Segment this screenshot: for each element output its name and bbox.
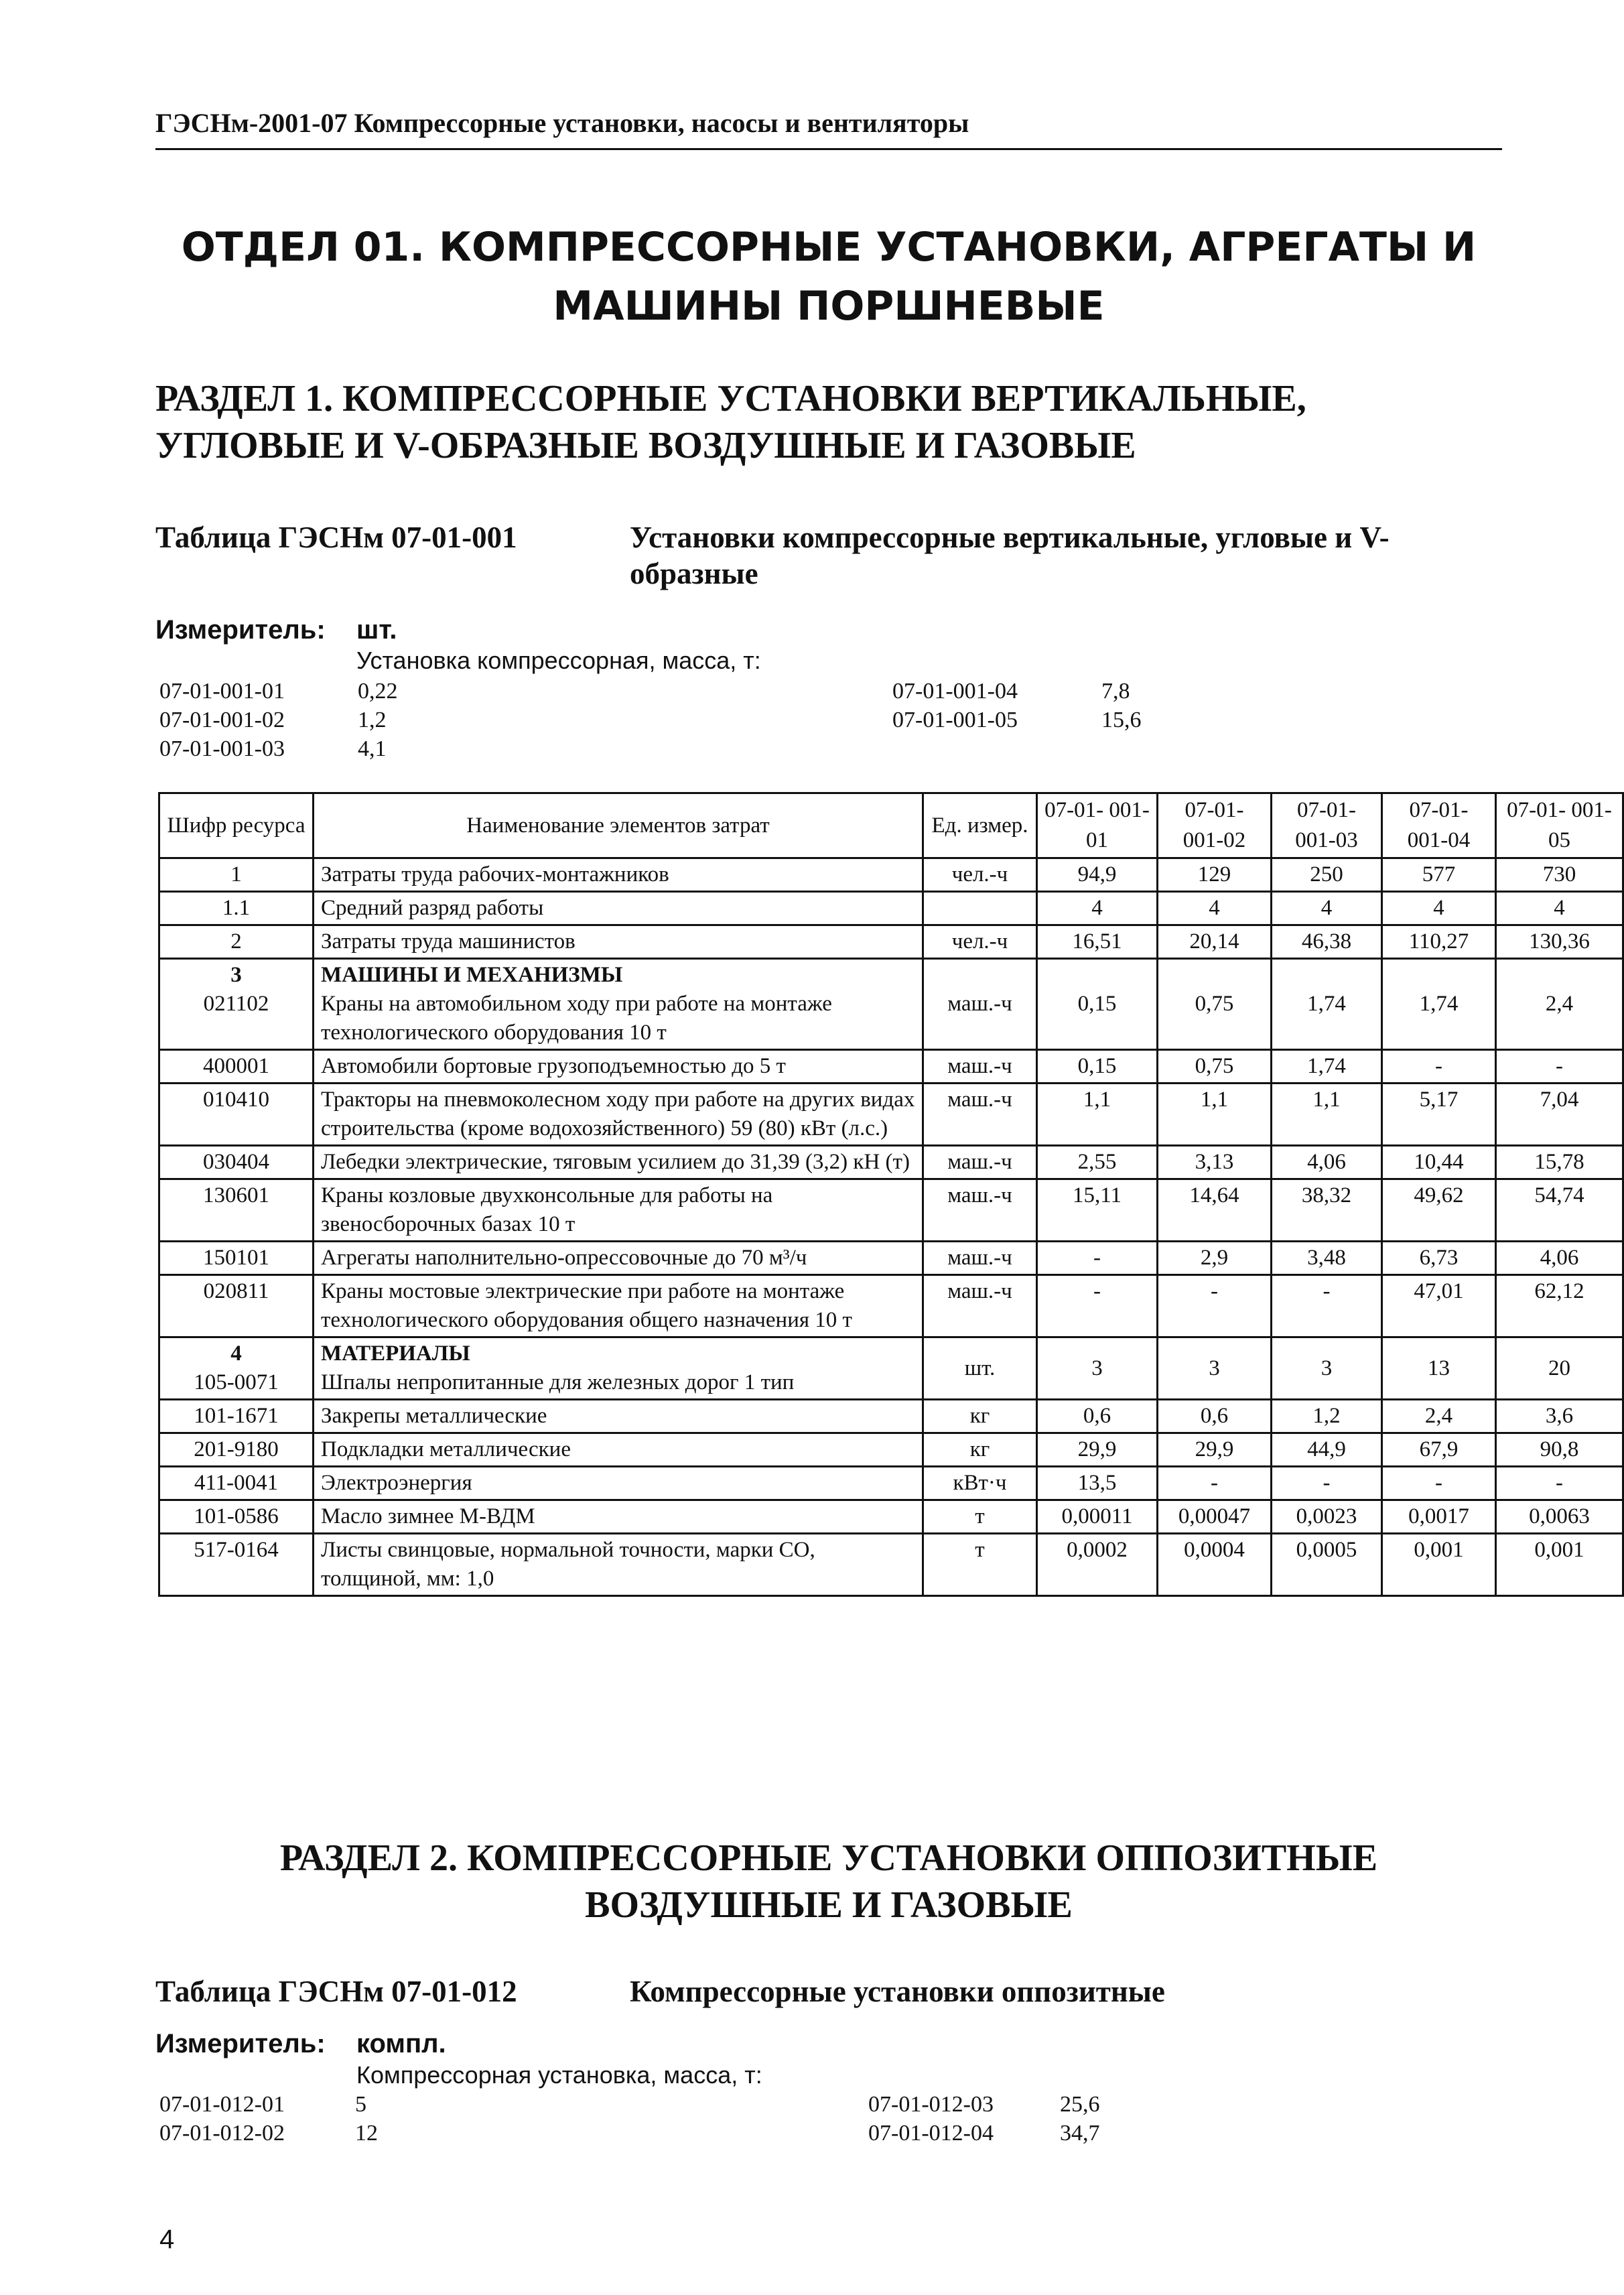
price-code: 07-01-001-02	[159, 708, 285, 732]
cell-code: 101-0586	[159, 1500, 314, 1534]
cell-value: 130,36	[1496, 925, 1623, 959]
cell-value: 1,74	[1272, 1050, 1382, 1084]
cell-code: 1	[159, 858, 314, 892]
cell-code: 030404	[159, 1146, 314, 1179]
cell-value: -	[1382, 1050, 1496, 1084]
table2-mass-caption: Компрессорная установка, масса, т:	[356, 2061, 762, 2089]
cell-value: 54,74	[1496, 1179, 1623, 1242]
table2-meter	[155, 2029, 446, 2059]
price-code: 07-01-012-01	[159, 2092, 285, 2117]
resource-code: 105-0071	[194, 1370, 279, 1394]
cell-value: 47,01	[1382, 1275, 1496, 1337]
cell-name: Подкладки металлические	[314, 1433, 923, 1467]
price-value: 5	[355, 2092, 366, 2117]
cell-code: 1.1	[159, 892, 314, 925]
table-row	[159, 1534, 1623, 1596]
resource-code: 021102	[203, 992, 269, 1016]
price-item	[159, 708, 387, 733]
price-item	[868, 2121, 1100, 2146]
cell-value: 3	[1158, 1337, 1272, 1400]
cell-code: 130601	[159, 1179, 314, 1242]
cell-value: 94,9	[1037, 858, 1158, 892]
table-row	[159, 858, 1623, 892]
cell-value: 4	[1382, 892, 1496, 925]
table-row	[159, 892, 1623, 925]
price-code: 07-01-001-01	[159, 679, 285, 704]
resource-name: Шпалы непропитанные для железных дорог 1 тип	[321, 1370, 795, 1394]
meter-unit: шт.	[356, 615, 397, 645]
cell-code: 020811	[159, 1275, 314, 1337]
cell-value: 4,06	[1272, 1146, 1382, 1179]
cell-value: 1,1	[1158, 1084, 1272, 1146]
cell-value: 110,27	[1382, 925, 1496, 959]
group-subheader: МАТЕРИАЛЫ	[321, 1341, 470, 1366]
cell-unit: т	[923, 1534, 1037, 1596]
cell-value: -	[1496, 1467, 1623, 1500]
cell-value: 3	[1037, 1337, 1158, 1400]
cell-unit: шт.	[923, 1337, 1037, 1400]
cell-value: 44,9	[1272, 1433, 1382, 1467]
cell-value: 2,4	[1382, 1400, 1496, 1433]
table-row	[159, 1433, 1623, 1467]
header-col: 07-01- 001-03	[1272, 793, 1382, 858]
cell-value: 15,78	[1496, 1146, 1623, 1179]
cell-value: 20,14	[1158, 925, 1272, 959]
table-row	[159, 1179, 1623, 1242]
cell-value: 1,74	[1382, 959, 1496, 1050]
cell-value: 0,0002	[1037, 1534, 1158, 1596]
table-row	[159, 1275, 1623, 1337]
price-item	[159, 2121, 378, 2146]
price-value: 25,6	[1060, 2092, 1100, 2117]
cell-value: 49,62	[1382, 1179, 1496, 1242]
cell-value: 4	[1158, 892, 1272, 925]
department-title-line2: МАШИНЫ ПОРШНЕВЫЕ	[553, 283, 1105, 330]
cell-value: -	[1158, 1467, 1272, 1500]
table1-name: Установки компрессорные вертикальные, угловые и V-образные	[630, 521, 1390, 590]
cell-value: 67,9	[1382, 1433, 1496, 1467]
cell-value: 3,13	[1158, 1146, 1272, 1179]
cell-value: 730	[1496, 858, 1623, 892]
cell-code: 101-1671	[159, 1400, 314, 1433]
cell-value: 14,64	[1158, 1179, 1272, 1242]
cell-name: Тракторы на пневмоколесном ходу при работе на других видах строительства (кроме водохозяйственного) 59 (80) кВт (л.с.)	[314, 1084, 923, 1146]
table-row	[159, 1337, 1623, 1400]
cell-name: Затраты труда рабочих-монтажников	[314, 858, 923, 892]
cell-unit: маш.-ч	[923, 1146, 1037, 1179]
meter-label: Измеритель:	[155, 615, 326, 645]
cell-unit: маш.-ч	[923, 1050, 1037, 1084]
cell-code: 2	[159, 925, 314, 959]
cell-value: 0,0004	[1158, 1534, 1272, 1596]
cell-value: 0,6	[1158, 1400, 1272, 1433]
table2-code: Таблица ГЭСНм 07-01-012	[155, 1975, 517, 2008]
table-row	[159, 1084, 1623, 1146]
cell-value: 6,73	[1382, 1242, 1496, 1275]
cell-name: Электроэнергия	[314, 1467, 923, 1500]
cell-name	[314, 959, 923, 1050]
price-value: 7,8	[1101, 679, 1130, 704]
cell-value: 0,0005	[1272, 1534, 1382, 1596]
table1-meter	[155, 615, 397, 645]
cell-value: 13	[1382, 1337, 1496, 1400]
price-code: 07-01-012-04	[868, 2121, 994, 2146]
cell-unit: маш.-ч	[923, 1242, 1037, 1275]
cell-value: 2,9	[1158, 1242, 1272, 1275]
price-value: 1,2	[358, 708, 387, 732]
group-subheader: МАШИНЫ И МЕХАНИЗМЫ	[321, 963, 623, 987]
cell-value: -	[1272, 1275, 1382, 1337]
price-code: 07-01-001-03	[159, 736, 285, 761]
cell-value: 13,5	[1037, 1467, 1158, 1500]
page-number: 4	[159, 2225, 175, 2254]
price-code: 07-01-001-04	[892, 679, 1018, 704]
table-header-row	[159, 793, 1623, 858]
table-row	[159, 1050, 1623, 1084]
cell-value: 3,48	[1272, 1242, 1382, 1275]
cell-value: 4	[1496, 892, 1623, 925]
cell-value: 1,74	[1272, 959, 1382, 1050]
cell-value: 29,9	[1158, 1433, 1272, 1467]
price-code: 07-01-001-05	[892, 708, 1018, 732]
section1-title: РАЗДЕЛ 1. КОМПРЕССОРНЫЕ УСТАНОВКИ ВЕРТИКАЛЬНЫЕ, УГЛОВЫЕ И V-ОБРАЗНЫЕ ВОЗДУШНЫЕ И ГАЗОВЫЕ	[155, 378, 1306, 466]
resource-table	[158, 792, 1624, 1597]
department-title	[155, 218, 1502, 336]
cell-value: 1,1	[1037, 1084, 1158, 1146]
cell-value: 2,4	[1496, 959, 1623, 1050]
table1-mass-caption: Установка компрессорная, масса, т:	[356, 647, 761, 674]
cell-name: Автомобили бортовые грузоподъемностью до 5 т	[314, 1050, 923, 1084]
price-value: 15,6	[1101, 708, 1142, 732]
cell-value: 4,06	[1496, 1242, 1623, 1275]
cell-value: -	[1037, 1275, 1158, 1337]
cell-value: 3,6	[1496, 1400, 1623, 1433]
cell-value: 0,0023	[1272, 1500, 1382, 1534]
cell-code: 150101	[159, 1242, 314, 1275]
cell-value: 38,32	[1272, 1179, 1382, 1242]
cell-value: 0,00011	[1037, 1500, 1158, 1534]
cell-value: -	[1272, 1467, 1382, 1500]
cell-value: 90,8	[1496, 1433, 1623, 1467]
cell-code: 411-0041	[159, 1467, 314, 1500]
section2-title	[155, 1835, 1502, 1928]
cell-value: 0,0063	[1496, 1500, 1623, 1534]
table-row	[159, 925, 1623, 959]
cell-value: -	[1158, 1275, 1272, 1337]
running-header: ГЭСНм-2001-07 Компрессорные установки, насосы и вентиляторы	[155, 107, 1502, 150]
table2-name: Компрессорные установки оппозитные	[630, 1975, 1165, 2008]
cell-unit: т	[923, 1500, 1037, 1534]
cell-name: Лебедки электрические, тяговым усилием до 31,39 (3,2) кН (т)	[314, 1146, 923, 1179]
table1-code: Таблица ГЭСНм 07-01-001	[155, 521, 517, 554]
price-item	[892, 679, 1130, 704]
price-value: 4,1	[358, 736, 387, 761]
cell-unit: кг	[923, 1433, 1037, 1467]
cell-code: 201-9180	[159, 1433, 314, 1467]
price-item	[159, 736, 387, 762]
table-row	[159, 959, 1623, 1050]
cell-unit: маш.-ч	[923, 959, 1037, 1050]
cell-value: 0,0017	[1382, 1500, 1496, 1534]
cell-unit: кВт·ч	[923, 1467, 1037, 1500]
cell-value: 0,001	[1382, 1534, 1496, 1596]
table-row	[159, 1467, 1623, 1500]
cell-value: 1,1	[1272, 1084, 1382, 1146]
price-item	[159, 679, 398, 704]
cell-code: 400001	[159, 1050, 314, 1084]
price-value: 34,7	[1060, 2121, 1100, 2146]
price-code: 07-01-012-02	[159, 2121, 285, 2146]
cell-value: 577	[1382, 858, 1496, 892]
cell-value: 7,04	[1496, 1084, 1623, 1146]
cell-value: 3	[1272, 1337, 1382, 1400]
cell-unit: кг	[923, 1400, 1037, 1433]
price-value: 0,22	[358, 679, 398, 704]
department-title-line1: ОТДЕЛ 01. КОМПРЕССОРНЫЕ УСТАНОВКИ, АГРЕГАТЫ И	[181, 224, 1477, 271]
header-col: 07-01- 001-05	[1496, 793, 1623, 858]
price-item	[159, 2092, 366, 2117]
cell-value: 2,55	[1037, 1146, 1158, 1179]
header-name: Наименование элементов затрат	[314, 793, 923, 858]
cell-name: Агрегаты наполнительно-опрессовочные до 70 м³/ч	[314, 1242, 923, 1275]
table-row	[159, 1242, 1623, 1275]
cell-value: 62,12	[1496, 1275, 1623, 1337]
cell-value: 15,11	[1037, 1179, 1158, 1242]
section2-title-line2: ВОЗДУШНЫЕ И ГАЗОВЫЕ	[585, 1884, 1073, 1926]
price-item	[868, 2092, 1100, 2117]
section2-title-line1: РАЗДЕЛ 2. КОМПРЕССОРНЫЕ УСТАНОВКИ ОППОЗИТНЫЕ	[279, 1837, 1378, 1879]
meter-unit: компл.	[356, 2029, 446, 2058]
table-row	[159, 1146, 1623, 1179]
cell-value: 1,2	[1272, 1400, 1382, 1433]
cell-code: 010410	[159, 1084, 314, 1146]
cell-value: -	[1382, 1467, 1496, 1500]
cell-value: 20	[1496, 1337, 1623, 1400]
header-col: 07-01- 001-04	[1382, 793, 1496, 858]
cell-unit: маш.-ч	[923, 1179, 1037, 1242]
cell-value: 4	[1037, 892, 1158, 925]
cell-value: 16,51	[1037, 925, 1158, 959]
cell-unit: чел.-ч	[923, 925, 1037, 959]
header-code: Шифр ресурса	[159, 793, 314, 858]
cell-value: 0,6	[1037, 1400, 1158, 1433]
cell-value: 250	[1272, 858, 1382, 892]
cell-name: Затраты труда машинистов	[314, 925, 923, 959]
cell-value: 0,75	[1158, 1050, 1272, 1084]
cell-value: -	[1037, 1242, 1158, 1275]
cell-name: Листы свинцовые, нормальной точности, марки СО, толщиной, мм: 1,0	[314, 1534, 923, 1596]
cell-name: Средний разряд работы	[314, 892, 923, 925]
group-number: 3	[230, 963, 242, 987]
cell-value: 0,15	[1037, 1050, 1158, 1084]
cell-value: 10,44	[1382, 1146, 1496, 1179]
cell-value: 0,00047	[1158, 1500, 1272, 1534]
cell-value: 29,9	[1037, 1433, 1158, 1467]
cell-value: 46,38	[1272, 925, 1382, 959]
cell-unit: маш.-ч	[923, 1275, 1037, 1337]
price-value: 12	[355, 2121, 378, 2146]
header-unit: Ед. измер.	[923, 793, 1037, 858]
group-number: 4	[230, 1341, 242, 1366]
table-row	[159, 1500, 1623, 1534]
cell-unit	[923, 892, 1037, 925]
cell-value: -	[1496, 1050, 1623, 1084]
cell-code: 517-0164	[159, 1534, 314, 1596]
price-item	[892, 708, 1142, 733]
cell-value: 5,17	[1382, 1084, 1496, 1146]
cell-code	[159, 1337, 314, 1400]
cell-name	[314, 1337, 923, 1400]
cell-value: 0,15	[1037, 959, 1158, 1050]
cell-unit: чел.-ч	[923, 858, 1037, 892]
cell-unit: маш.-ч	[923, 1084, 1037, 1146]
cell-name: Краны мостовые электрические при работе на монтаже технологического оборудования общего назначения 10 т	[314, 1275, 923, 1337]
price-code: 07-01-012-03	[868, 2092, 994, 2117]
resource-name: Краны на автомобильном ходу при работе на монтаже технологического оборудования 10 т	[321, 992, 832, 1045]
cell-value: 129	[1158, 858, 1272, 892]
header-col: 07-01- 001-01	[1037, 793, 1158, 858]
cell-value: 0,75	[1158, 959, 1272, 1050]
cell-code	[159, 959, 314, 1050]
cell-name: Краны козловые двухконсольные для работы на звеносборочных базах 10 т	[314, 1179, 923, 1242]
table-row	[159, 1400, 1623, 1433]
cell-name: Масло зимнее М-ВДМ	[314, 1500, 923, 1534]
meter-label: Измеритель:	[155, 2029, 326, 2058]
cell-value: 4	[1272, 892, 1382, 925]
cell-name: Закрепы металлические	[314, 1400, 923, 1433]
header-col: 07-01- 001-02	[1158, 793, 1272, 858]
cell-value: 0,001	[1496, 1534, 1623, 1596]
